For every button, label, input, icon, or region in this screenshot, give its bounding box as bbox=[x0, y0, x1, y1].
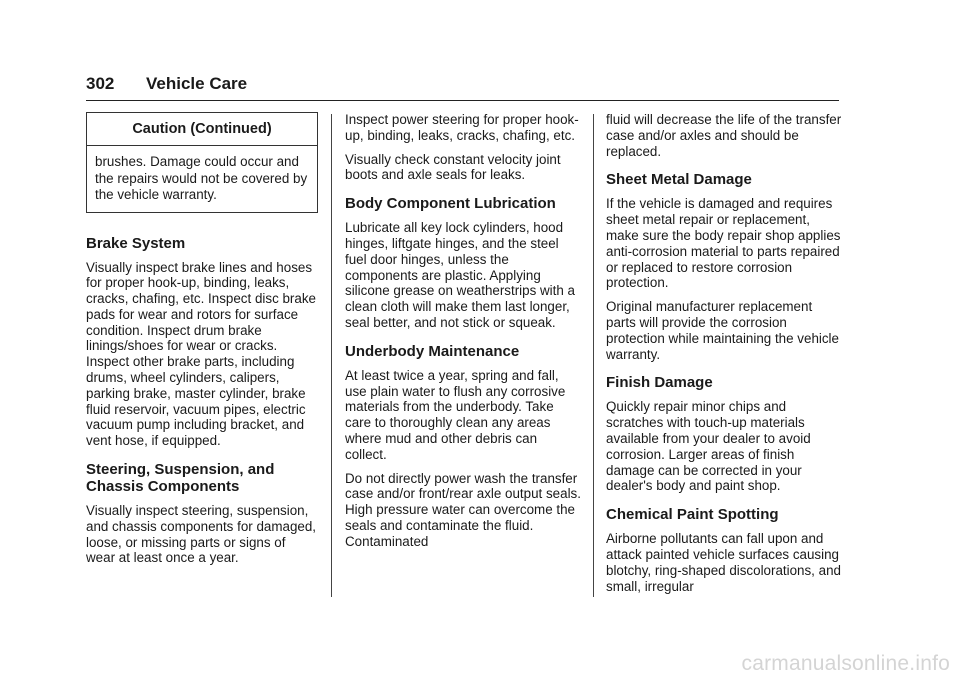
caution-box bbox=[86, 112, 318, 213]
column-divider-2 bbox=[593, 114, 594, 597]
column-3 bbox=[606, 112, 842, 602]
caution-title: Caution (Continued) bbox=[87, 113, 317, 146]
paragraph-underbody-1: At least twice a year, spring and fall, use plain water to flush any corrosive materials from the underbody. Take care to thoroughly clean any areas where mud and other debris can collect. bbox=[345, 367, 566, 462]
paragraph-steering-suspension: Visually inspect steering, suspension, and chassis components for damaged, loose, or missing parts or signs of wear at least once a year. bbox=[86, 503, 317, 566]
paragraph-body-lubrication: Lubricate all key lock cylinders, hood hinges, liftgate hinges, and the steel fuel door hinges, unless the components are plastic. Applying silicone grease on weatherstrips with a clean cloth will make them last longer, seal better, and not stick or squeak. bbox=[345, 220, 575, 330]
paragraph-chemical-paint: Airborne pollutants can fall upon and attack painted vehicle surfaces causing blotchy, ring-shaped discolorations, and small, irregular bbox=[606, 531, 841, 594]
page-header bbox=[86, 72, 839, 101]
heading-chemical-paint-spotting: Chemical Paint Spotting bbox=[606, 506, 779, 524]
page-number: 302 bbox=[86, 74, 115, 93]
paragraph-power-steering: Inspect power steering for proper hook-up, binding, leaks, cracks, chafing, etc. bbox=[345, 112, 579, 143]
paragraph-underbody-2: Do not directly power wash the transfer case and/or front/rear axle output seals. High pressure water can overcome the seals and contaminate the fluid. Contaminated bbox=[345, 470, 581, 549]
watermark-text: carmanualsonline.info bbox=[741, 652, 950, 675]
heading-sheet-metal-damage: Sheet Metal Damage bbox=[606, 171, 752, 189]
column-2 bbox=[345, 112, 582, 558]
section-title: Vehicle Care bbox=[146, 74, 248, 93]
heading-steering-suspension: Steering, Suspension, and Chassis Components bbox=[86, 461, 275, 496]
paragraph-brake-system: Visually inspect brake lines and hoses for proper hook-up, binding, leaks, cracks, chafing, etc. Inspect disc brake pads for wear and rotors for surface condition. Inspect drum brake linings/shoes for wear or cracks. Inspect other brake parts, including drums, wheel cylinders, calipers, parking brake, master cylinder, brake fluid reservoir, vacuum pipes, electric vacuum pump including bracket, and vent hose, if equipped. bbox=[86, 259, 316, 449]
paragraph-sheet-metal-2: Original manufacturer replacement parts will provide the corrosion protection while maintaining the vehicle warranty. bbox=[606, 299, 839, 362]
paragraph-cv-joint: Visually check constant velocity joint boots and axle seals for leaks. bbox=[345, 151, 561, 183]
heading-brake-system: Brake System bbox=[86, 234, 186, 252]
heading-underbody-maintenance: Underbody Maintenance bbox=[345, 342, 520, 360]
column-divider-1 bbox=[331, 114, 332, 597]
heading-body-lubrication: Body Component Lubrication bbox=[345, 195, 556, 213]
caution-text: brushes. Damage could occur and the repairs would not be covered by the vehicle warranty. bbox=[95, 154, 308, 202]
column-1 bbox=[86, 112, 318, 574]
paragraph-finish-damage: Quickly repair minor chips and scratches with touch-up materials available from your dealer to avoid corrosion. Larger areas of finish damage can be corrected in your dealer's body and paint shop. bbox=[606, 399, 811, 494]
heading-finish-damage: Finish Damage bbox=[606, 374, 713, 392]
paragraph-underbody-continued: fluid will decrease the life of the transfer case and/or axles and should be replaced. bbox=[606, 112, 842, 159]
paragraph-sheet-metal-1: If the vehicle is damaged and requires sheet metal repair or replacement, make sure the body repair shop applies anti-corrosion material to parts repaired or replaced to restore corrosion protection. bbox=[606, 196, 841, 291]
